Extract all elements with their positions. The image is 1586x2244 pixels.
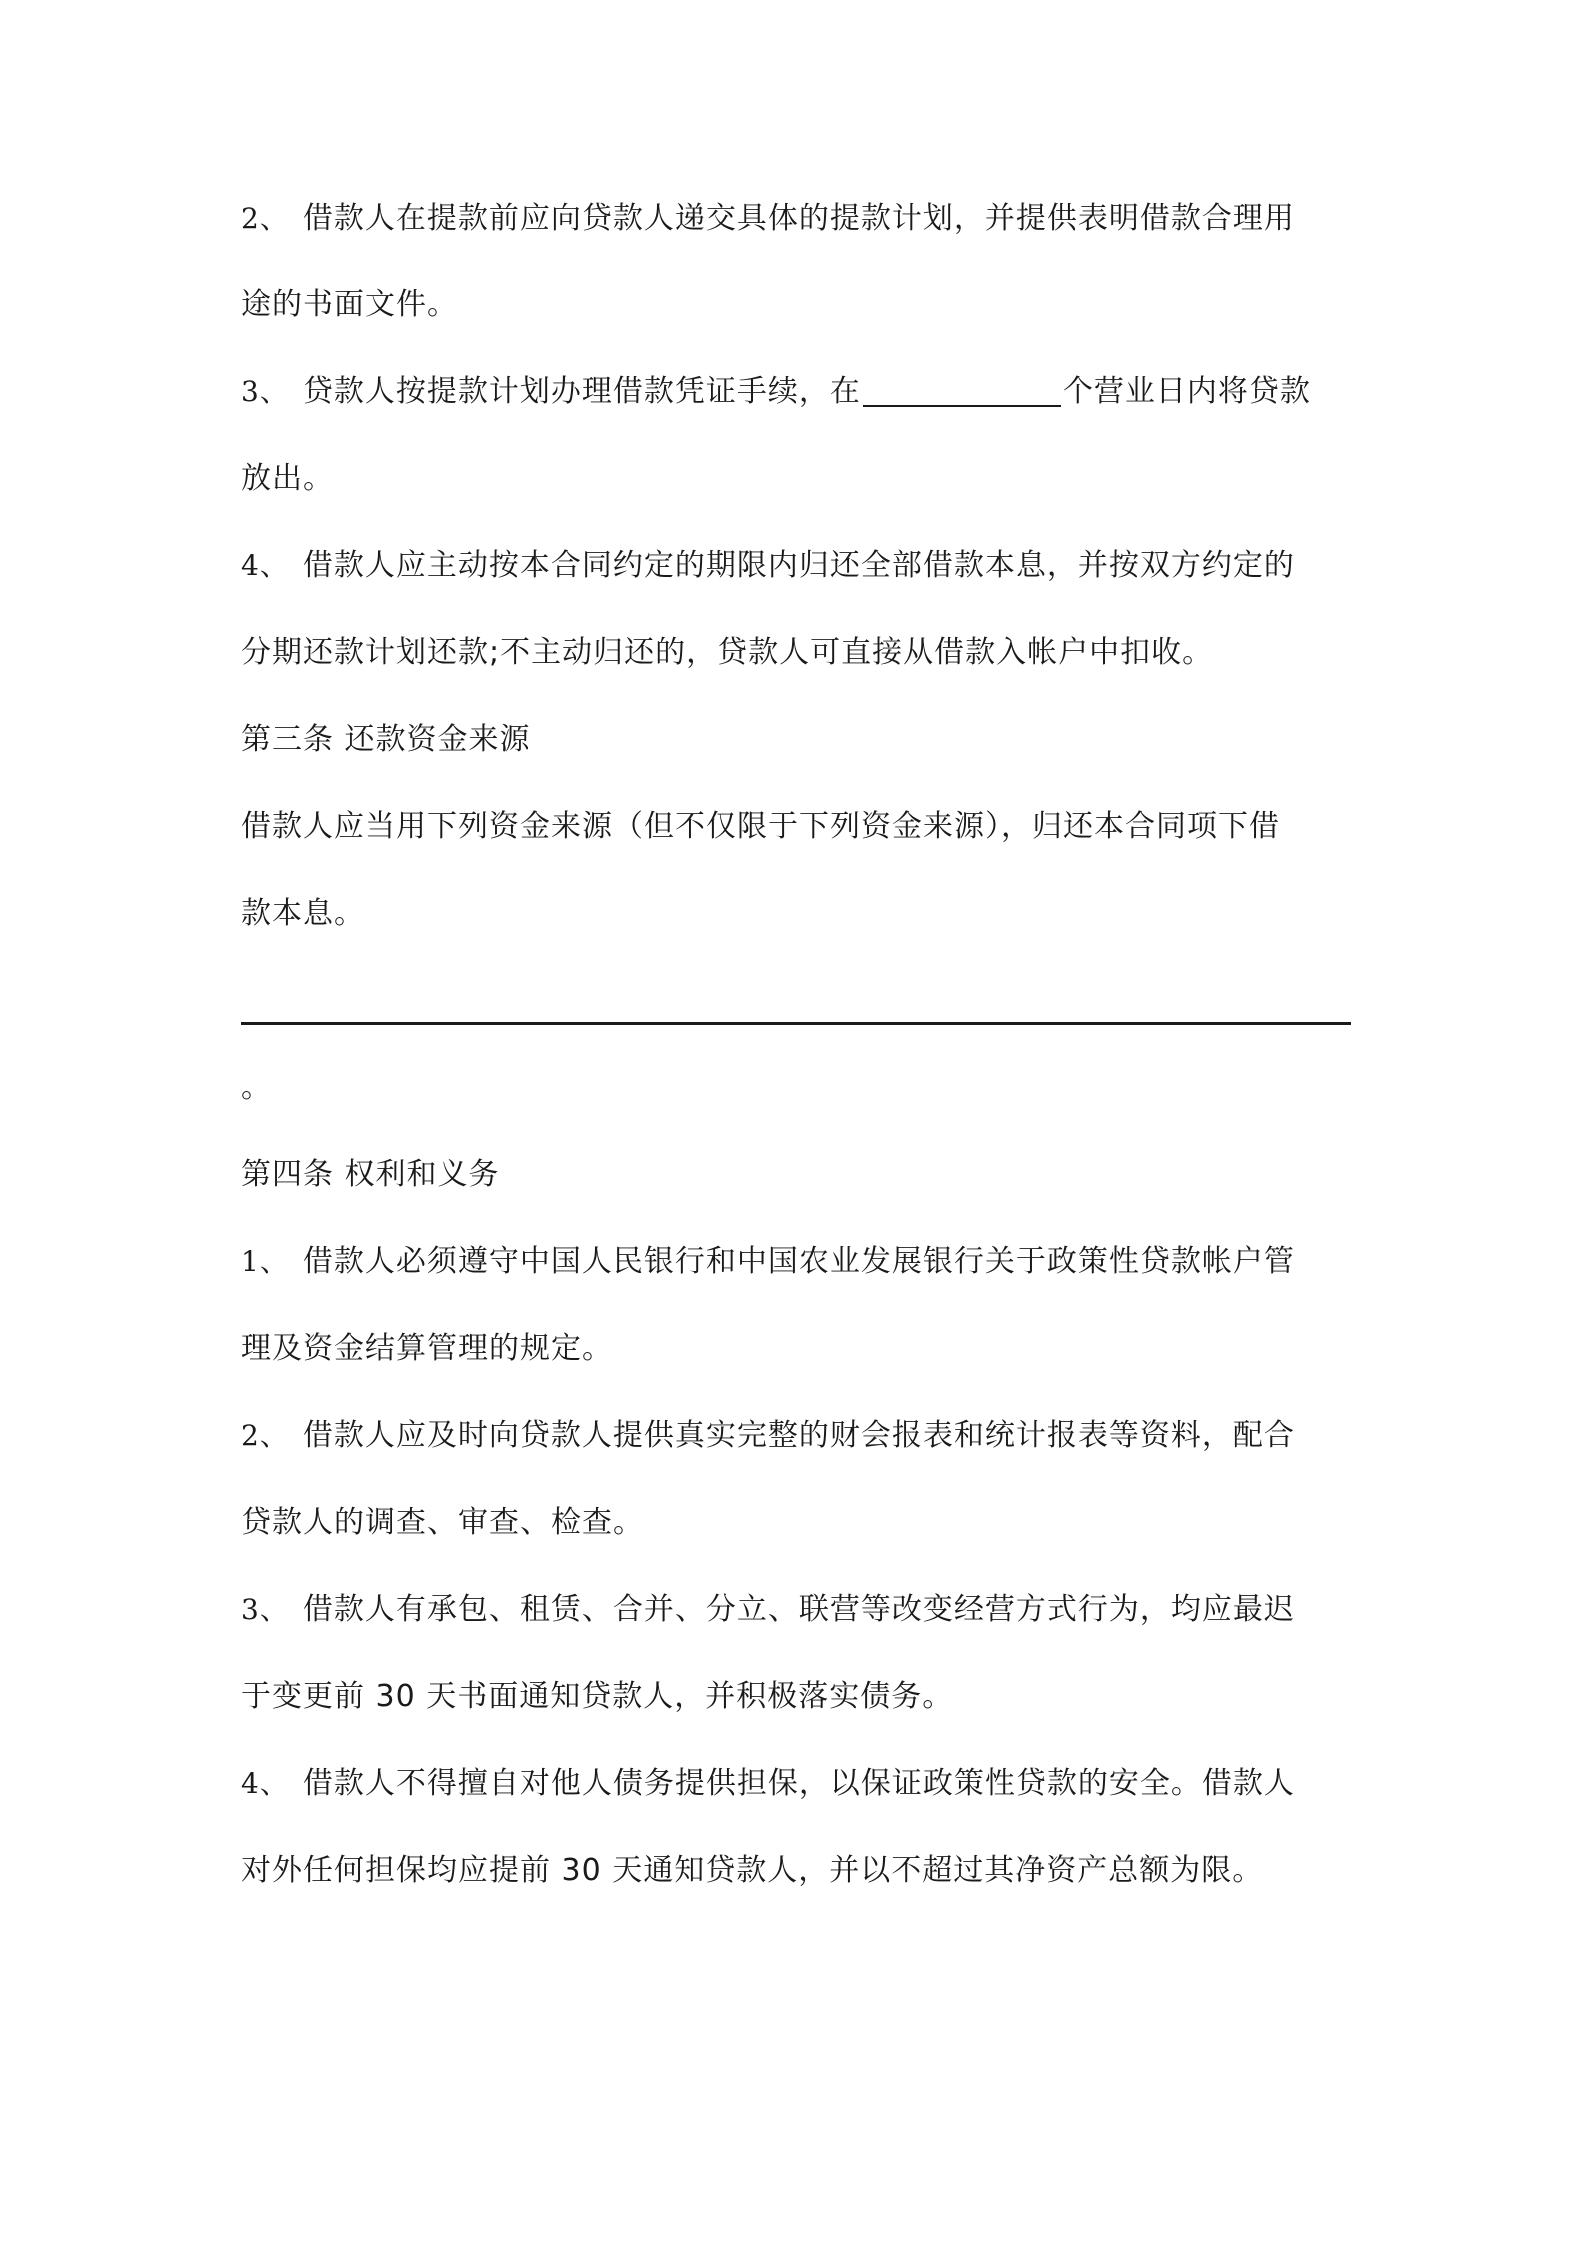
item-4-line-2: 分期还款计划还款;不主动归还的，贷款人可直接从借款入帐户中扣收。 (241, 635, 1214, 670)
item-number: 2、 (241, 1419, 289, 1452)
item-number: 4、 (241, 1767, 289, 1800)
article-4-item-2-line-2: 贷款人的调查、审查、检查。 (241, 1505, 644, 1540)
article-3-line-2: 款本息。 (241, 896, 365, 931)
article-4-item-4-line-2: 对外任何担保均应提前 30 天通知贷款人，并以不超过其净资产总额为限。 (241, 1853, 1264, 1888)
item-2-line-1 (241, 199, 1295, 239)
item-number: 3、 (241, 1593, 289, 1626)
item-number: 3、 (241, 375, 289, 408)
article-4-item-4-line-1 (241, 1764, 1295, 1804)
article-4-item-2-line-1 (241, 1416, 1295, 1456)
item-3-line-2: 放出。 (241, 461, 334, 496)
item-text: 借款人有承包、租赁、合并、分立、联营等改变经营方式行为，均应最迟 (302, 1592, 1295, 1627)
item-text: 借款人应及时向贷款人提供真实完整的财会报表和统计报表等资料，配合 (302, 1418, 1295, 1453)
item-3-line-1 (241, 372, 1311, 412)
fill-in-long-blank (241, 1022, 1351, 1025)
item-4-line-1 (241, 546, 1295, 586)
item-text: 借款人在提款前应向贷款人递交具体的提款计划，并提供表明借款合理用 (302, 201, 1295, 236)
article-3-end-mark: 。 (241, 1070, 272, 1105)
item-2-line-2: 途的书面文件。 (241, 287, 458, 322)
article-4-item-3-line-2: 于变更前 30 天书面通知贷款人，并积极落实债务。 (241, 1679, 954, 1714)
item-text: 借款人不得擅自对他人债务提供担保，以保证政策性贷款的安全。借款人 (302, 1766, 1295, 1801)
article-3-line-1: 借款人应当用下列资金来源（但不仅限于下列资金来源），归还本合同项下借 (241, 809, 1280, 844)
article-4-item-3-line-1 (241, 1590, 1295, 1630)
item-number: 4、 (241, 549, 289, 582)
article-3-heading: 第三条 还款资金来源 (241, 722, 531, 757)
article-4-item-1-line-2: 理及资金结算管理的规定。 (241, 1331, 613, 1366)
item-number: 1、 (241, 1245, 289, 1278)
fill-in-blank (863, 375, 1061, 407)
item-text: 贷款人按提款计划办理借款凭证手续，在 (302, 374, 861, 409)
article-4-heading: 第四条 权利和义务 (241, 1157, 500, 1192)
item-text: 借款人应主动按本合同约定的期限内归还全部借款本息，并按双方约定的 (302, 548, 1295, 583)
item-text: 个营业日内将贷款 (1062, 374, 1311, 409)
item-number: 2、 (241, 202, 289, 235)
article-4-item-1-line-1 (241, 1242, 1295, 1282)
item-text: 借款人必须遵守中国人民银行和中国农业发展银行关于政策性贷款帐户管 (302, 1244, 1295, 1279)
